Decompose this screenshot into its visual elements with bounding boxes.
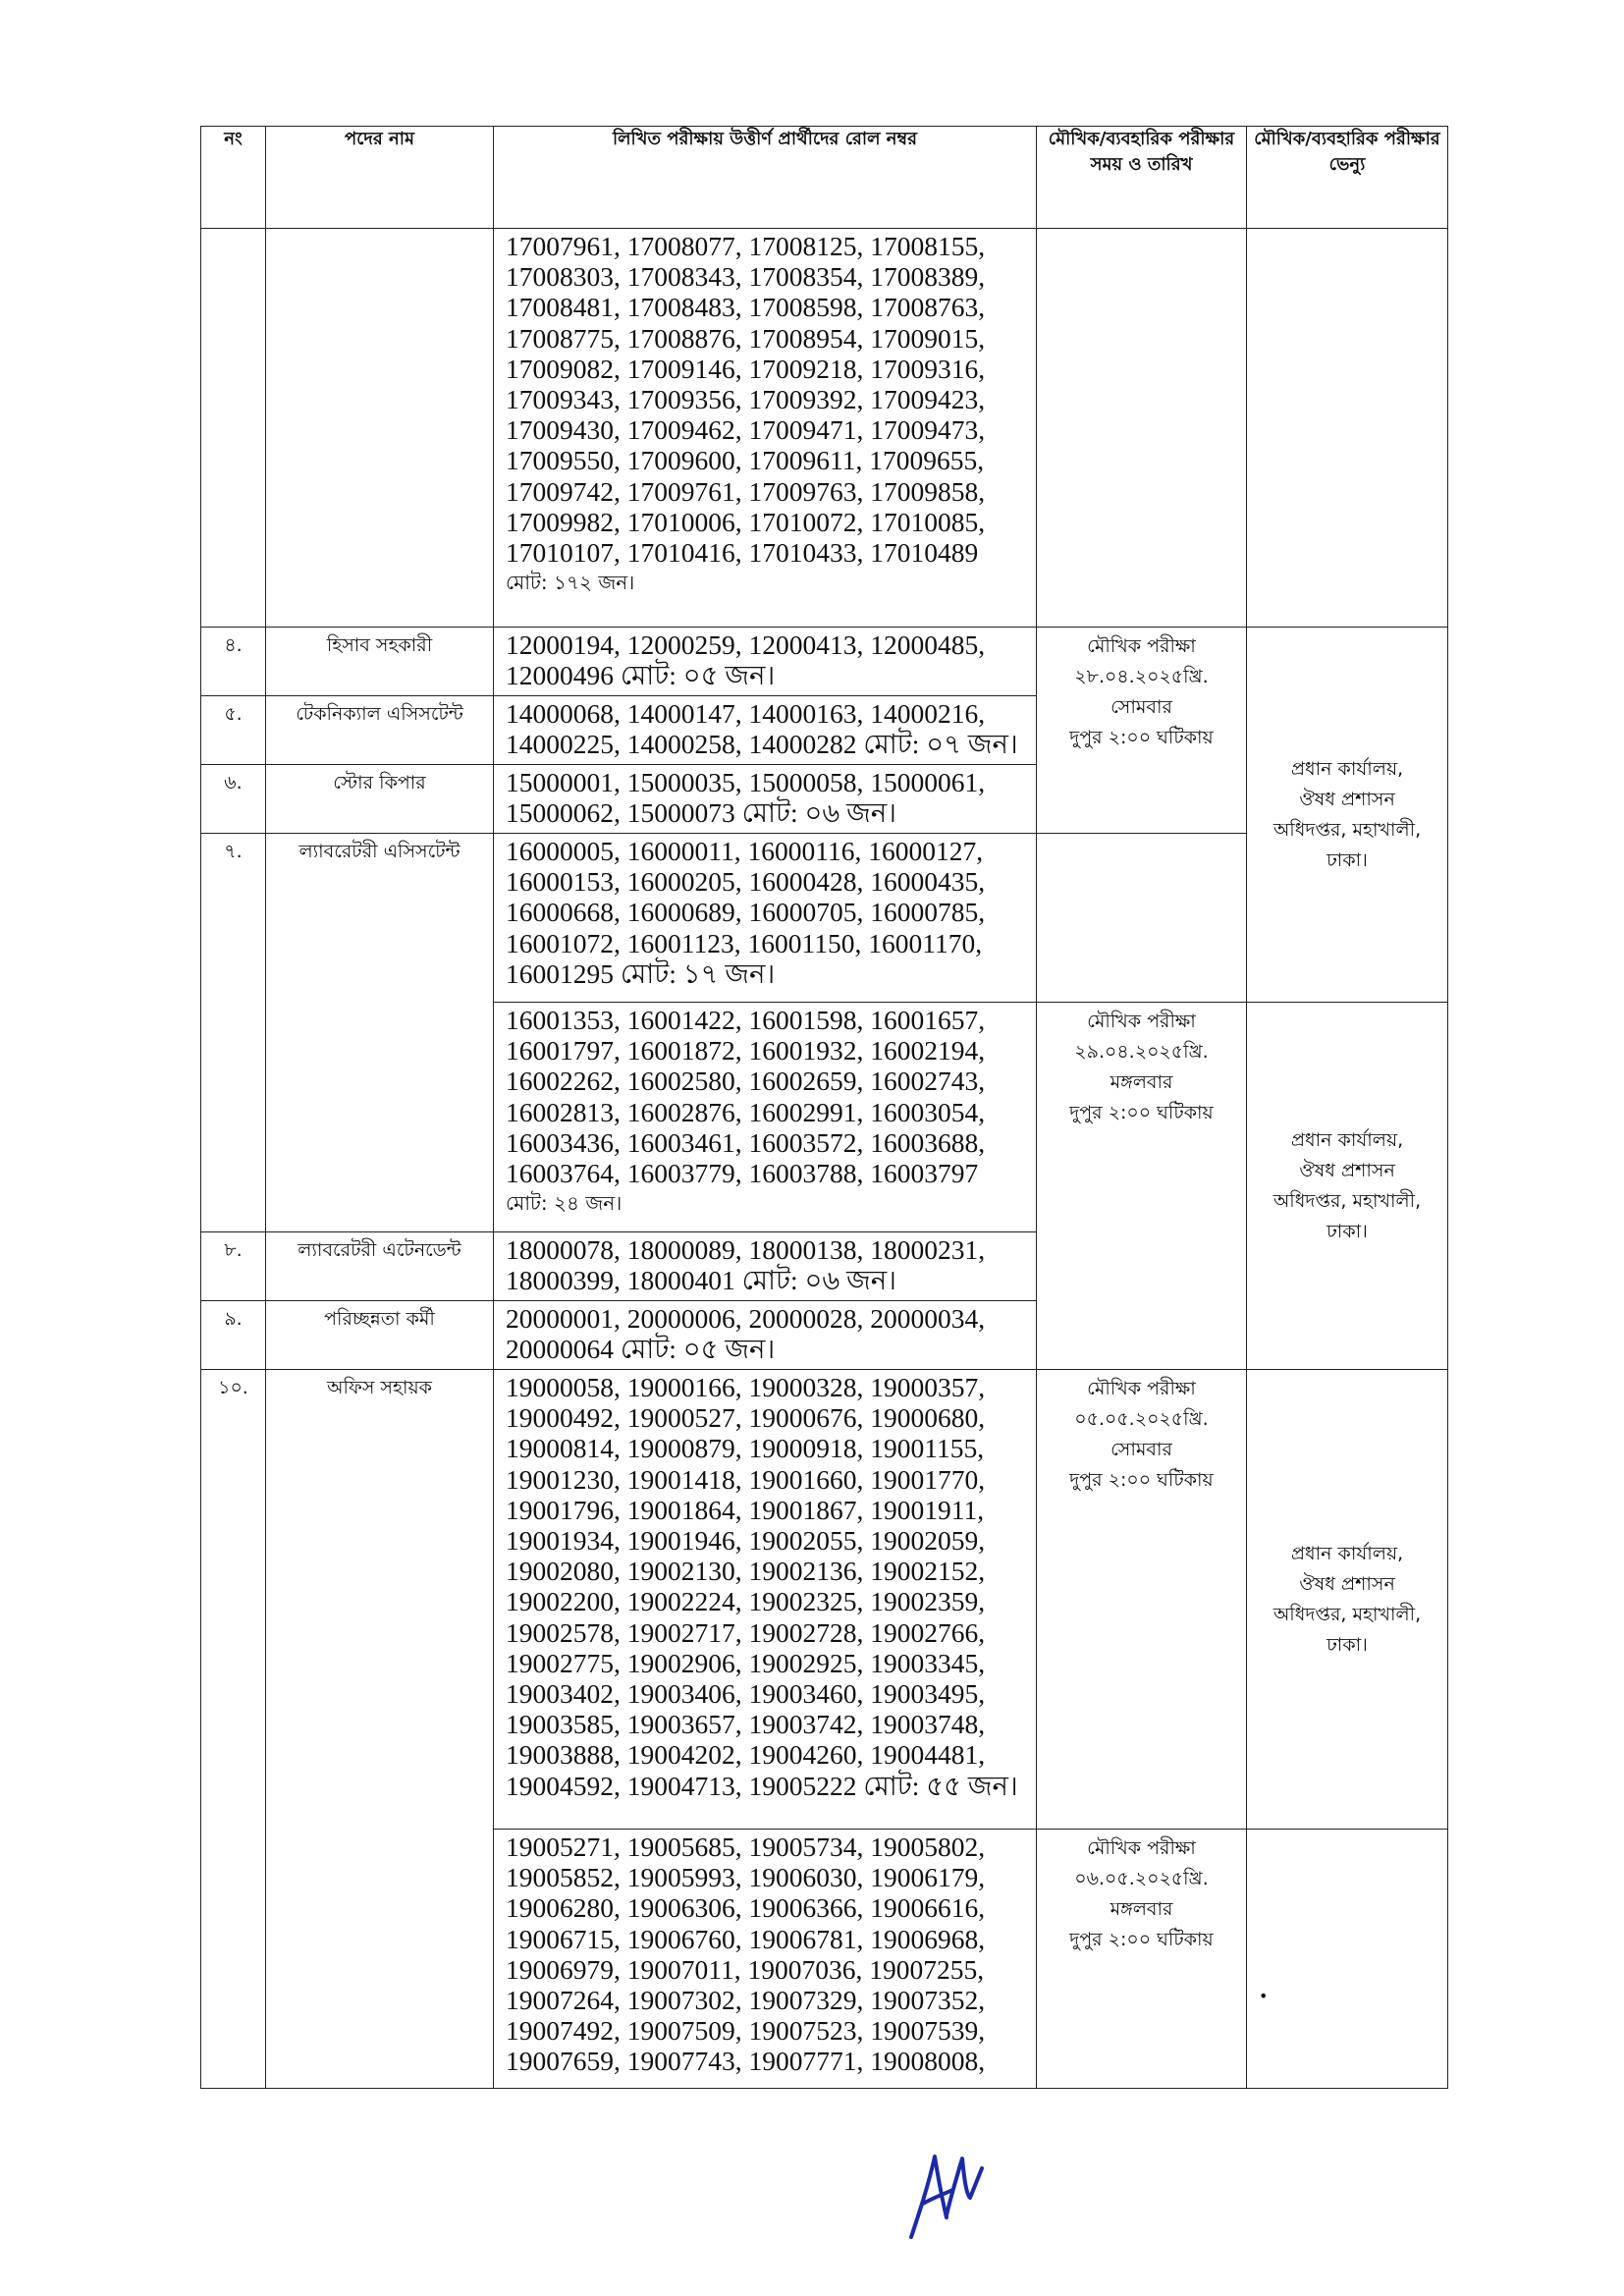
roll-line: 17010107, 17010416, 17010433, 17010489	[506, 537, 979, 569]
roll-line: 19000814, 19000879, 19000918, 19001155,	[506, 1433, 985, 1464]
signature-mark	[901, 2139, 990, 2247]
roll-line: 16000005, 16000011, 16000116, 16000127,	[506, 836, 984, 866]
schedule-line: মৌখিক পরীক্ষা	[1087, 635, 1196, 657]
schedule-line: দুপুর ২:০০ ঘটিকায়	[1069, 1102, 1214, 1123]
row-no: ৬.	[201, 765, 266, 834]
schedule-line: সোমবার	[1110, 696, 1172, 718]
roll-line: 19006280, 19006306, 19006366, 19006616,	[506, 1892, 986, 1924]
schedule-line: মৌখিক পরীক্ষা	[1087, 1837, 1196, 1859]
row-post: অফিস সহায়ক	[266, 1370, 494, 2089]
roll-line: 15000062, 15000073 মোট: ০৬ জন।	[506, 797, 897, 829]
roll-line: 17009430, 17009462, 17009471, 17009473,	[506, 414, 986, 446]
roll-line: 19003402, 19003406, 19003460, 19003495,	[506, 1678, 986, 1710]
roll-line: 17007961, 17008077, 17008125, 17008155,	[506, 231, 986, 261]
roll-line: 19007264, 19007302, 19007329, 19007352,	[506, 1985, 986, 2016]
schedule-line: মৌখিক পরীক্ষা	[1087, 1378, 1196, 1399]
header-time: মৌখিক/ব্যবহারিক পরীক্ষার সময় ও তারিখ	[1037, 127, 1247, 229]
roll-line: 19003585, 19003657, 19003742, 19003748,	[506, 1709, 986, 1740]
schedule-cell	[1037, 1003, 1247, 1370]
roll-line: 16001072, 16001123, 16001150, 16001170,	[506, 927, 983, 958]
row-post: ল্যাবরেটরী এটেনডেন্ট	[266, 1232, 494, 1301]
roll-line: 19001796, 19001864, 19001867, 19001911,	[506, 1494, 985, 1525]
roll-line: 15000001, 15000035, 15000058, 15000061,	[506, 767, 986, 797]
row-no: ৮.	[201, 1232, 266, 1301]
roll-line: 16000668, 16000689, 16000705, 16000785,	[506, 897, 986, 928]
venue-line: অধিদপ্তর, মহাখালী,	[1272, 818, 1422, 841]
roll-line: 20000064 মোট: ০৫ জন।	[506, 1334, 776, 1365]
roll-line: 19000058, 19000166, 19000328, 19000357,	[506, 1372, 986, 1402]
roll-list	[494, 1301, 1037, 1370]
schedule-line: দুপুর ২:০০ ঘটিকায়	[1069, 727, 1214, 748]
roll-line: 16002262, 16002580, 16002659, 16002743,	[506, 1066, 986, 1097]
row-no: ৪.	[201, 628, 266, 696]
venue-line: ঢাকা।	[1326, 848, 1368, 871]
roll-line: 19002775, 19002906, 19002925, 19003345,	[506, 1647, 986, 1678]
table-row	[201, 229, 1448, 628]
roll-line: 17009982, 17010006, 17010072, 17010085,	[506, 506, 986, 537]
roll-line: 18000078, 18000089, 18000138, 18000231,	[506, 1234, 986, 1265]
venue-cell	[1247, 1003, 1448, 1370]
schedule-cell-empty	[1037, 229, 1247, 628]
roll-line: 19005852, 19005993, 19006030, 19006179,	[506, 1862, 986, 1893]
schedule-line: ০৫.০৫.২০২৫খ্রি.	[1074, 1408, 1209, 1430]
roll-line: 19006715, 19006760, 19006781, 19006968,	[506, 1923, 986, 1954]
schedule-line: মৌখিক পরীক্ষা	[1087, 1011, 1196, 1032]
venue-line: ঔষধ প্রশাসন	[1299, 788, 1395, 810]
roll-line: 12000194, 12000259, 12000413, 12000485,	[506, 629, 986, 660]
schedule-line: ০৬.০৫.২০২৫খ্রি.	[1074, 1868, 1209, 1889]
roll-line: 16003436, 16003461, 16003572, 16003688,	[506, 1126, 986, 1158]
results-table	[200, 126, 1448, 2089]
roll-line: 19002200, 19002224, 19002325, 19002359,	[506, 1586, 986, 1617]
roll-total: মোট: ১৭২ জন।	[506, 571, 635, 595]
roll-line: 19000492, 19000527, 19000676, 19000680,	[506, 1402, 986, 1434]
schedule-line: ২৯.০৪.২০২৫খ্রি.	[1074, 1041, 1209, 1063]
venue-line: অধিদপ্তর, মহাখালী,	[1272, 1603, 1422, 1625]
roll-line: 16001797, 16001872, 16001932, 16002194,	[506, 1035, 986, 1066]
roll-line: 19004592, 19004713, 19005222 মোট: ৫৫ জন।	[506, 1770, 1018, 1801]
roll-line: 17009343, 17009356, 17009392, 17009423,	[506, 384, 986, 415]
roll-line: 16001295 মোট: ১৭ জন।	[506, 957, 776, 989]
roll-list	[494, 229, 1037, 628]
venue-cell-empty	[1247, 1830, 1448, 2089]
roll-list	[494, 834, 1037, 1003]
roll-line: 19007659, 19007743, 19007771, 19008008,	[506, 2046, 986, 2077]
roll-line: 17008775, 17008876, 17008954, 17009015,	[506, 322, 986, 354]
venue-line: ঔষধ প্রশাসন	[1299, 1159, 1395, 1181]
venue-cell	[1247, 628, 1448, 1003]
roll-list	[494, 1232, 1037, 1301]
roll-line: 17009742, 17009761, 17009763, 17009858,	[506, 475, 986, 507]
roll-line: 19002578, 19002717, 19002728, 19002766,	[506, 1616, 986, 1648]
venue-cell	[1247, 1370, 1448, 1830]
row-no: ৯.	[201, 1301, 266, 1370]
roll-line: 19001230, 19001418, 19001660, 19001770,	[506, 1463, 986, 1495]
roll-line: 17008481, 17008483, 17008598, 17008763,	[506, 292, 986, 323]
roll-list	[494, 1370, 1037, 1830]
roll-line: 17009082, 17009146, 17009218, 17009316,	[506, 353, 986, 384]
roll-list	[494, 628, 1037, 696]
roll-line: 18000399, 18000401 মোট: ০৬ জন।	[506, 1265, 897, 1296]
schedule-cell	[1037, 628, 1247, 834]
venue-line: প্রধান কার্যালয়,	[1290, 757, 1404, 780]
row-no: ৫.	[201, 696, 266, 765]
roll-list	[494, 1830, 1037, 2089]
row-post: টেকনিক্যাল এসিসটেন্ট	[266, 696, 494, 765]
roll-list	[494, 696, 1037, 765]
row-no: ৭.	[201, 834, 266, 1232]
roll-line: 19005271, 19005685, 19005734, 19005802,	[506, 1831, 986, 1862]
venue-line: অধিদপ্তর, মহাখালী,	[1272, 1189, 1422, 1212]
roll-line: 16001353, 16001422, 16001598, 16001657,	[506, 1005, 986, 1035]
roll-line: 19002080, 19002130, 19002136, 19002152,	[506, 1556, 986, 1587]
venue-line: প্রধান কার্যালয়,	[1290, 1128, 1404, 1151]
row-post: স্টোর কিপার	[266, 765, 494, 834]
row-no	[201, 229, 266, 628]
header-post: পদের নাম	[266, 127, 494, 229]
roll-line: 12000496 মোট: ০৫ জন।	[506, 660, 776, 691]
header-no: নং	[201, 127, 266, 229]
header-venue: মৌখিক/ব্যবহারিক পরীক্ষার ভেন্যু	[1247, 127, 1448, 229]
roll-line: 16002813, 16002876, 16002991, 16003054,	[506, 1096, 986, 1127]
roll-list	[494, 765, 1037, 834]
schedule-cell-empty	[1037, 834, 1247, 1003]
schedule-line: মঙ্গলবার	[1110, 1071, 1173, 1093]
roll-list	[494, 1003, 1037, 1232]
roll-line: 19001934, 19001946, 19002055, 19002059,	[506, 1525, 986, 1557]
roll-line: 19006979, 19007011, 19007036, 19007255,	[506, 1953, 985, 1985]
row-post: হিসাব সহকারী	[266, 628, 494, 696]
schedule-line: ২৮.০৪.২০২৫খ্রি.	[1074, 666, 1209, 687]
row-no: ১০.	[201, 1370, 266, 2089]
header-rolls: লিখিত পরীক্ষায় উত্তীর্ণ প্রার্থীদের রোল নম্বর	[494, 127, 1037, 229]
roll-total: মোট: ২৪ জন।	[506, 1191, 623, 1216]
table-row	[201, 628, 1448, 696]
schedule-line: দুপুর ২:০০ ঘটিকায়	[1069, 1469, 1214, 1491]
venue-cell-empty	[1247, 229, 1448, 628]
row-post	[266, 229, 494, 628]
schedule-line: মঙ্গলবার	[1110, 1898, 1173, 1920]
roll-line: 14000225, 14000258, 14000282 মোট: ০৭ জন।	[506, 729, 1018, 760]
venue-line: ঢাকা।	[1326, 1220, 1368, 1242]
roll-line: 17009550, 17009600, 17009611, 17009655,	[506, 445, 985, 476]
row-post: পরিচ্ছন্নতা কর্মী	[266, 1301, 494, 1370]
schedule-line: সোমবার	[1110, 1439, 1172, 1460]
stray-mark: •	[1259, 1986, 1269, 2005]
schedule-cell	[1037, 1370, 1247, 1830]
table-header-row	[201, 127, 1448, 229]
roll-line: 14000068, 14000147, 14000163, 14000216,	[506, 698, 986, 729]
venue-line: প্রধান কার্যালয়,	[1290, 1542, 1404, 1564]
roll-line: 16003764, 16003779, 16003788, 16003797	[506, 1158, 979, 1189]
venue-line: ঔষধ প্রশাসন	[1299, 1572, 1395, 1595]
roll-line: 17008303, 17008343, 17008354, 17008389,	[506, 261, 986, 293]
row-post: ল্যাবরেটরী এসিসটেন্ট	[266, 834, 494, 1232]
venue-line: ঢাকা।	[1326, 1633, 1368, 1656]
schedule-cell	[1037, 1830, 1247, 2089]
roll-line: 19007492, 19007509, 19007523, 19007539,	[506, 2015, 986, 2047]
schedule-line: দুপুর ২:০০ ঘটিকায়	[1069, 1929, 1214, 1950]
roll-line: 20000001, 20000006, 20000028, 20000034,	[506, 1303, 986, 1334]
table-row	[201, 1370, 1448, 1830]
roll-line: 19003888, 19004202, 19004260, 19004481,	[506, 1739, 986, 1771]
roll-line: 16000153, 16000205, 16000428, 16000435,	[506, 866, 986, 898]
